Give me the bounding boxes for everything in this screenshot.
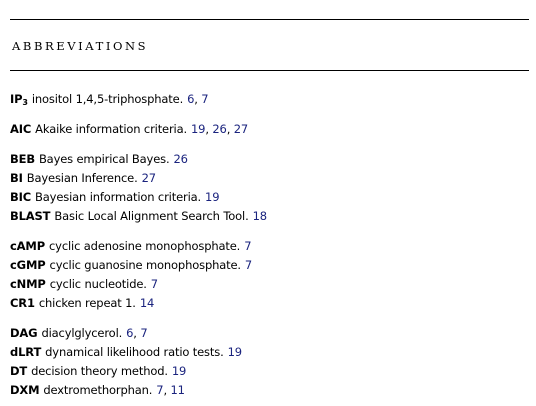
page-link[interactable]: 7	[244, 239, 252, 253]
abbreviation-group	[10, 120, 529, 139]
abbreviation-acronym: dLRT	[10, 345, 42, 359]
page-references	[142, 171, 156, 185]
abbreviation-group	[10, 150, 529, 226]
abbreviation-group	[10, 237, 529, 313]
abbreviation-description: cyclic guanosine monophosphate.	[49, 258, 241, 272]
abbreviation-list	[10, 90, 529, 400]
page-link[interactable]: 27	[233, 122, 249, 136]
page-link[interactable]: 14	[139, 296, 155, 310]
abbreviation-acronym: DXM	[10, 383, 40, 397]
top-rule	[10, 19, 529, 20]
abbreviation-acronym: BEB	[10, 152, 35, 166]
page-link[interactable]: 19	[205, 190, 220, 204]
document-page	[10, 0, 529, 406]
abbreviation-acronym: CR1	[10, 296, 35, 310]
page-link[interactable]: 7	[140, 326, 148, 340]
page-link[interactable]: 6	[126, 326, 134, 340]
abbreviation-acronym: BLAST	[10, 209, 51, 223]
abbreviation-entry	[10, 294, 529, 313]
abbreviation-acronym: BIC	[10, 190, 32, 204]
page-link[interactable]: 7	[201, 92, 209, 106]
abbreviation-entry	[10, 381, 529, 400]
page-references	[253, 209, 267, 223]
heading-rule	[10, 70, 529, 71]
abbreviation-acronym: cGMP	[10, 258, 46, 272]
section-heading: ABBREVIATIONS	[12, 39, 149, 53]
page-link[interactable]: 18	[252, 209, 267, 223]
abbreviation-description: cyclic adenosine monophosphate.	[49, 239, 241, 253]
page-link[interactable]: 27	[141, 171, 156, 185]
page-link[interactable]: 6	[187, 92, 195, 106]
page-link[interactable]: 19	[227, 345, 242, 359]
page-link[interactable]: 19	[171, 364, 187, 378]
abbreviation-acronym: DAG	[10, 326, 38, 340]
page-link[interactable]: 26	[212, 122, 227, 136]
abbreviation-entry	[10, 150, 529, 169]
abbreviation-description: dynamical likelihood ratio tests.	[45, 345, 224, 359]
abbreviation-acronym: DT	[10, 364, 28, 378]
page-references	[228, 345, 242, 359]
abbreviation-group	[10, 90, 529, 109]
page-references	[244, 239, 251, 253]
abbreviation-entry	[10, 362, 529, 381]
page-references: 6, 7	[126, 326, 148, 340]
abbreviation-description: Bayesian information criteria.	[35, 190, 202, 204]
abbreviation-description: inositol 1,4,5-triphosphate.	[31, 92, 184, 106]
abbreviation-description: Basic Local Alignment Search Tool.	[54, 209, 249, 223]
abbreviation-description: chicken repeat 1.	[38, 296, 136, 310]
page-link[interactable]: 11	[170, 383, 185, 397]
page-references: 7, 11	[156, 383, 185, 397]
abbreviation-group	[10, 324, 529, 400]
abbreviation-entry	[10, 275, 529, 294]
page-references: 19, 26, 27	[191, 122, 249, 136]
abbreviation-description: diacylglycerol.	[41, 326, 123, 340]
abbreviation-entry	[10, 120, 529, 139]
acronym-subscript: 3	[22, 98, 28, 107]
abbreviation-description: Akaike information criteria.	[35, 122, 188, 136]
page-references	[140, 296, 154, 310]
abbreviation-acronym: BI	[10, 171, 23, 185]
abbreviation-description: Bayesian Inference.	[26, 171, 138, 185]
page-link[interactable]: 7	[156, 383, 164, 397]
page-references	[172, 364, 186, 378]
page-link[interactable]: 7	[244, 258, 253, 272]
abbreviation-description: Bayes empirical Bayes.	[38, 152, 170, 166]
abbreviation-acronym: cAMP	[10, 239, 45, 253]
abbreviation-acronym: AIC	[10, 122, 32, 136]
abbreviation-entry	[10, 169, 529, 188]
abbreviation-acronym: $IP_3$	[10, 92, 28, 107]
page-link[interactable]: 19	[191, 122, 206, 136]
page-link[interactable]: 26	[173, 152, 188, 166]
abbreviation-description: cyclic nucleotide.	[49, 277, 147, 291]
abbreviation-entry	[10, 90, 529, 109]
page-references	[245, 258, 252, 272]
abbreviation-description: decision theory method.	[31, 364, 168, 378]
abbreviation-acronym: cNMP	[10, 277, 46, 291]
abbreviation-entry	[10, 324, 529, 343]
abbreviation-description: dextromethorphan.	[43, 383, 153, 397]
page-link[interactable]: 7	[150, 277, 158, 291]
abbreviation-entry	[10, 343, 529, 362]
page-references	[173, 152, 187, 166]
page-references: 6, 7	[187, 92, 209, 106]
page-references	[151, 277, 158, 291]
abbreviation-entry	[10, 188, 529, 207]
abbreviation-entry	[10, 207, 529, 226]
abbreviation-entry	[10, 256, 529, 275]
abbreviation-entry	[10, 237, 529, 256]
page-references	[205, 190, 219, 204]
